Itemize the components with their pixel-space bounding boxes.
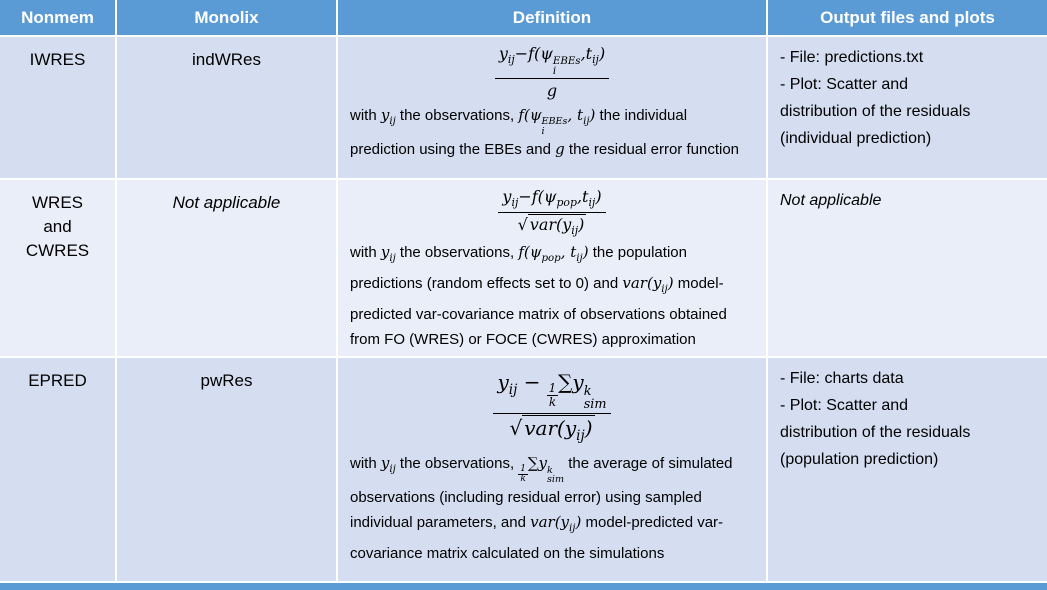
cell-definition-wres: [338, 180, 766, 356]
wres-formula-denominator: √ $var(y_{ij})$: [517, 214, 585, 237]
iwres-definition-text: with $y_{ij}$ the observations, f(ψ EBEs i , $t_{ij}$) the individual prediction using the EBEs and g the residual error function: [350, 106, 740, 158]
epred-formula-denominator: √ $var(y_{ij})$: [509, 416, 593, 445]
table-bottom-border: [0, 583, 1047, 590]
header-cell-nonmem: Nonmem: [0, 0, 115, 35]
cell-output-epred: - File: charts data - Plot: Scatter and distribution of the residuals (population prediction): [768, 358, 1047, 581]
cell-output-not-applicable: Not applicable: [768, 180, 1047, 356]
iwres-formula-numerator: $y_{ij}-f(\psi$ EBEs i $,t_{ij}$): [495, 44, 609, 79]
cell-definition-iwres: [338, 37, 766, 178]
header-cell-output: Output files and plots: [768, 0, 1047, 35]
epred-formula-numerator: $y_{ij}$ − $\frac{1}{k}$ ∑y k sim: [493, 370, 610, 414]
cell-nonmem-iwres: IWRES: [0, 37, 115, 178]
epred-formula: [350, 360, 754, 449]
cell-monolix-pwres: pwRes: [117, 358, 336, 581]
wres-formula-numerator: $y_{ij}-f(\psi_{pop},t_{ij})$: [498, 187, 605, 213]
header-cell-monolix: Monolix: [117, 0, 336, 35]
header-cell-definition: Definition: [338, 0, 766, 35]
wres-formula: [350, 182, 754, 238]
cell-nonmem-epred: EPRED: [0, 358, 115, 581]
cell-monolix-not-applicable: Not applicable: [117, 180, 336, 356]
cell-definition-epred: [338, 358, 766, 581]
wres-definition-text: with $y_{ij}$ the observations, $f(\psi_{pop}$, $t_{ij}$) the population predictions (random effects set to 0) and $var(y_{ij})$ model-predicted var-covariance matrix of observations obtained from FO (WRES) or FOCE (CWRES) approximation: [350, 242, 727, 348]
epred-definition-text: with $y_{ij}$ the observations, $\frac{1}{k}$ ∑y k sim the average of simulated observations (including residual error) using sampled individual parameters, and $var(y_{ij})$ model-predicted var-covariance matrix calculated on the simulations: [350, 454, 733, 562]
cell-nonmem-wres-cwres: WRES and CWRES: [0, 180, 115, 356]
iwres-formula-denominator: g: [546, 81, 558, 101]
iwres-formula: [350, 39, 754, 101]
cell-monolix-indwres: indWRes: [117, 37, 336, 178]
cell-output-iwres: - File: predictions.txt - Plot: Scatter and distribution of the residuals (individual prediction): [768, 37, 1047, 178]
